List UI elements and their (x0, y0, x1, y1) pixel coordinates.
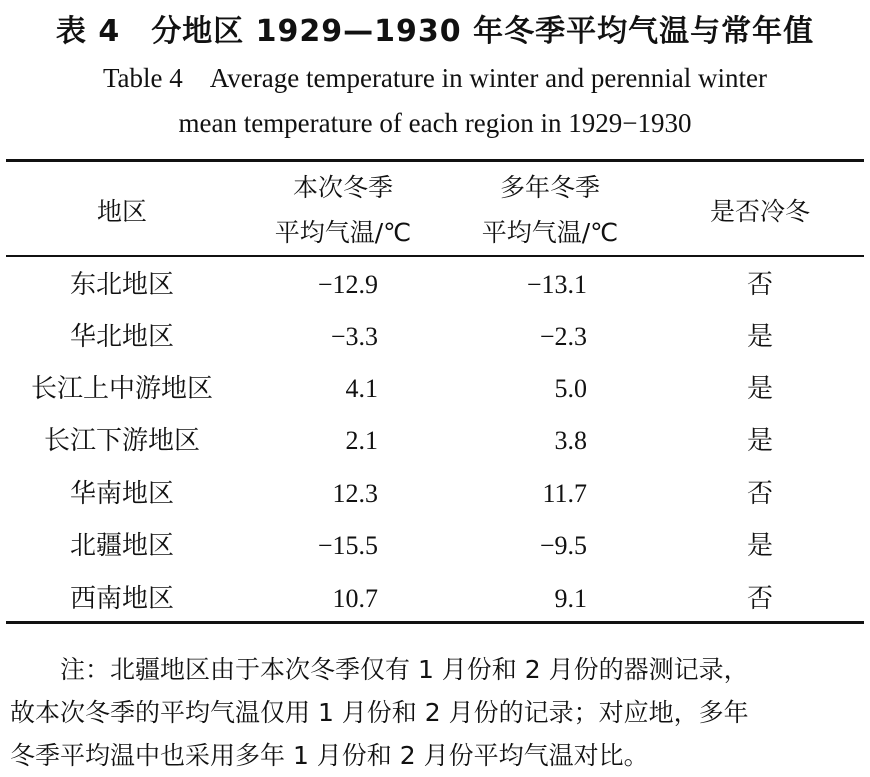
cell-region: 长江上中游地区 (30, 374, 213, 404)
header-normal-line1: 多年冬季 (499, 173, 600, 202)
top-rule (6, 159, 864, 162)
cell-normal: 9.1 (554, 584, 587, 613)
table-title-en-line1: Table 4 Average temperature in winter and perennial winter (102, 63, 768, 93)
note-line3: 冬季平均温中也采用多年 1 月份和 2 月份平均气温对比。 (10, 741, 649, 770)
cell-normal: 3.8 (554, 426, 587, 455)
header-current-line1: 本次冬季 (292, 173, 393, 202)
header-current-line2: 平均气温/℃ (274, 218, 412, 247)
bottom-rule (6, 621, 864, 624)
cell-region: 东北地区 (69, 270, 174, 300)
cell-current: 10.7 (332, 584, 378, 613)
cell-region: 西南地区 (69, 584, 174, 614)
table-title-en-line2: mean temperature of each region in 1929−1930 (178, 108, 692, 138)
table-note (10, 648, 862, 777)
note-line1: 注：北疆地区由于本次冬季仅有 1 月份和 2 月份的器测记录， (60, 655, 749, 684)
cell-current: 4.1 (345, 374, 378, 403)
cell-cold: 否 (746, 584, 773, 614)
note-line2: 故本次冬季的平均气温仅用 1 月份和 2 月份的记录；对应地，多年 (10, 698, 749, 727)
cell-region: 北疆地区 (69, 531, 174, 561)
cell-current: 12.3 (332, 479, 378, 508)
header-region: 地区 (96, 197, 147, 226)
cell-normal: 11.7 (542, 479, 587, 508)
header-normal-line2: 平均气温/℃ (481, 218, 619, 247)
cell-region: 华南地区 (69, 479, 174, 509)
header-cold: 是否冷冬 (709, 197, 810, 226)
table-title-cn: 表 4 分地区 1929—1930 年冬季平均气温与常年值 (55, 14, 815, 49)
cell-region: 长江下游地区 (43, 426, 200, 456)
cell-normal: −2.3 (539, 322, 587, 351)
cell-normal: 5.0 (554, 374, 587, 403)
cell-current: 2.1 (345, 426, 378, 455)
cell-region: 华北地区 (69, 322, 174, 352)
cell-current: −15.5 (317, 531, 378, 560)
cell-cold: 是 (746, 374, 773, 404)
header-rule (6, 255, 864, 257)
cell-normal: −13.1 (526, 270, 587, 299)
cell-cold: 是 (746, 322, 773, 352)
cell-current: −12.9 (317, 270, 378, 299)
cell-normal: −9.5 (539, 531, 587, 560)
cell-cold: 是 (746, 426, 773, 456)
cell-cold: 否 (746, 479, 773, 509)
cell-cold: 是 (746, 531, 773, 561)
cell-cold: 否 (746, 270, 773, 300)
cell-current: −3.3 (330, 322, 378, 351)
